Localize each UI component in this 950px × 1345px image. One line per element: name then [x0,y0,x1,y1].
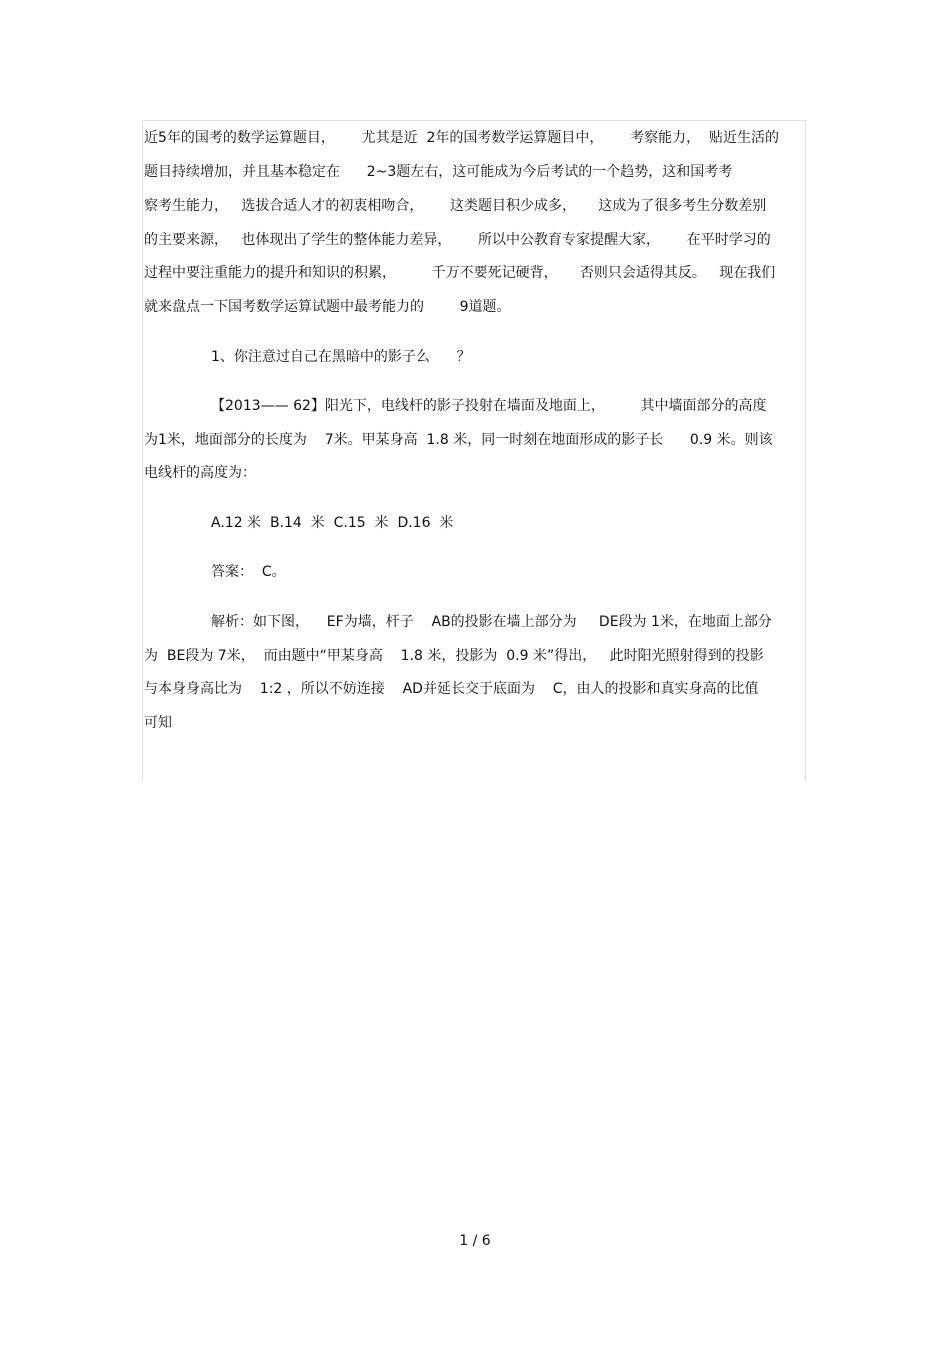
question-heading: 1、你注意过自己在黑暗中的影子么 ？ [211,349,471,365]
question-options: A.12 米 B.14 米 C.15 米 D.16 米 [211,515,454,531]
analysis-line: 可知 [144,715,172,731]
question-stem-line: 【2013—— 62】阳光下，电线杆的影子投射在墙面及地面上， 其中墙面部分的高度 [211,398,767,414]
analysis-line: 为 BE段为 7米， 而由题中“甲某身高 1.8 米，投影为 0.9 米”得出， 此时阳光照射得到的投影 [144,648,764,664]
page-number: 1 / 6 [459,1233,491,1249]
intro-line: 的主要来源， 也体现出了学生的整体能力差异， 所以中公教育专家提醒大家， 在平时学习的 [144,232,771,248]
intro-line: 近5年的国考的数学运算题目， 尤其是近 2年的国考数学运算题目中， 考察能力， 贴近生活的 [144,130,780,146]
analysis-line: 与本身身高比为 1:2 ，所以不妨连接 AD并延长交于底面为 C，由人的投影和真实身高的比值 [144,681,759,697]
question-stem-line: 电线杆的高度为： [144,465,256,481]
question-stem-line: 为1米，地面部分的长度为 7米。甲某身高 1.8 米，同一时刻在地面形成的影子长 0.9 米。则该 [144,432,773,448]
intro-line: 察考生能力， 选拔合适人才的初衷相吻合， 这类题目积少成多， 这成为了很多考生分数差别 [144,198,767,214]
analysis-line: 解析：如下图， EF为墙，杆子 AB的投影在墙上部分为 DE段为 1米，在地面上部分 [211,614,772,630]
intro-line: 就来盘点一下国考数学运算试题中最考能力的 9道题。 [144,299,511,315]
intro-line: 题目持续增加，并且基本稳定在 2~3题左右，这可能成为今后考试的一个趋势，这和国考考 [144,164,733,180]
intro-line: 过程中要注重能力的提升和知识的积累， 千万不要死记硬背， 否则只会适得其反。 现在我们 [144,265,776,281]
question-answer: 答案： C。 [211,564,286,580]
